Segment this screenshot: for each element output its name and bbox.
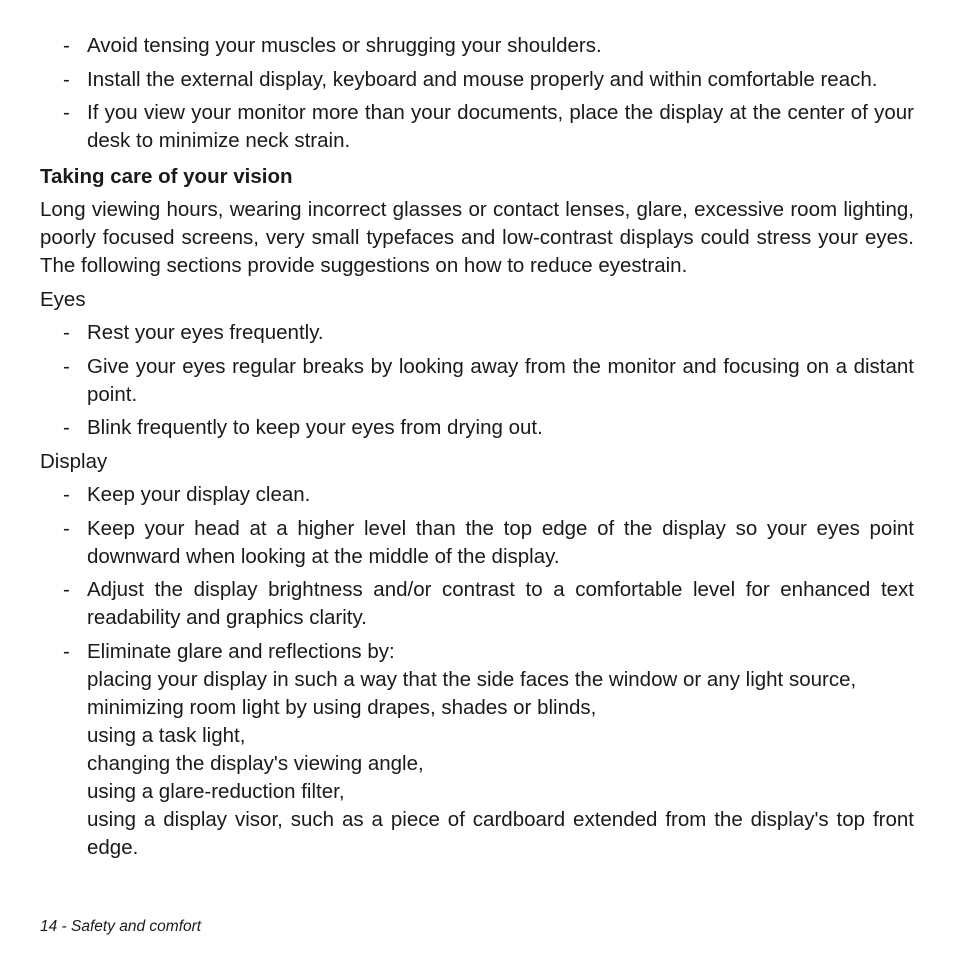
display-list xyxy=(40,481,914,862)
page-footer: 14 - Safety and comfort xyxy=(40,918,202,935)
glare-sub-item: using a glare-reduction filter, xyxy=(87,779,345,803)
list-item: - Rest your eyes frequently. xyxy=(40,319,914,347)
list-item: - Avoid tensing your muscles or shrugging your shoulders. xyxy=(40,32,914,60)
list-item: - Give your eyes regular breaks by looking away from the monitor and focusing on a distant point. xyxy=(40,353,914,409)
glare-sub-item: using a task light, xyxy=(87,723,246,747)
eyes-subheading: Eyes xyxy=(40,287,86,311)
glare-sub-item: using a display visor, such as a piece of cardboard extended from the display's top front edge. xyxy=(87,807,914,859)
vision-paragraph: Long viewing hours, wearing incorrect glasses or contact lenses, glare, excessive room lighting, poorly focused screens, very small typefaces and low-contrast displays could stress your eyes. The following sections provide suggestions on how to reduce eyestrain. xyxy=(40,198,914,277)
glare-label: - Eliminate glare and reflections by: xyxy=(87,639,395,663)
glare-sub-item: placing your display in such a way that the side faces the window or any light source, xyxy=(87,667,857,691)
list-item: - Blink frequently to keep your eyes from drying out. xyxy=(40,414,914,442)
posture-list xyxy=(40,32,914,155)
display-subheading: Display xyxy=(40,449,108,473)
page-content xyxy=(40,32,914,867)
list-item: - Keep your display clean. xyxy=(40,481,914,509)
glare-sub-item: minimizing room light by using drapes, shades or blinds, xyxy=(87,695,597,719)
list-item: - Install the external display, keyboard and mouse properly and within comfortable reach. xyxy=(40,66,914,94)
list-item: - Adjust the display brightness and/or contrast to a comfortable level for enhanced text readability and graphics clarity. xyxy=(40,576,914,632)
list-item: - Keep your head at a higher level than the top edge of the display so your eyes point downward when looking at the middle of the display. xyxy=(40,515,914,571)
list-item-glare xyxy=(40,638,914,862)
section-heading: Taking care of your vision xyxy=(40,165,293,188)
glare-sub-item: changing the display's viewing angle, xyxy=(87,751,424,775)
list-item: - If you view your monitor more than your documents, place the display at the center of your desk to minimize neck strain. xyxy=(40,99,914,155)
eyes-list xyxy=(40,319,914,442)
